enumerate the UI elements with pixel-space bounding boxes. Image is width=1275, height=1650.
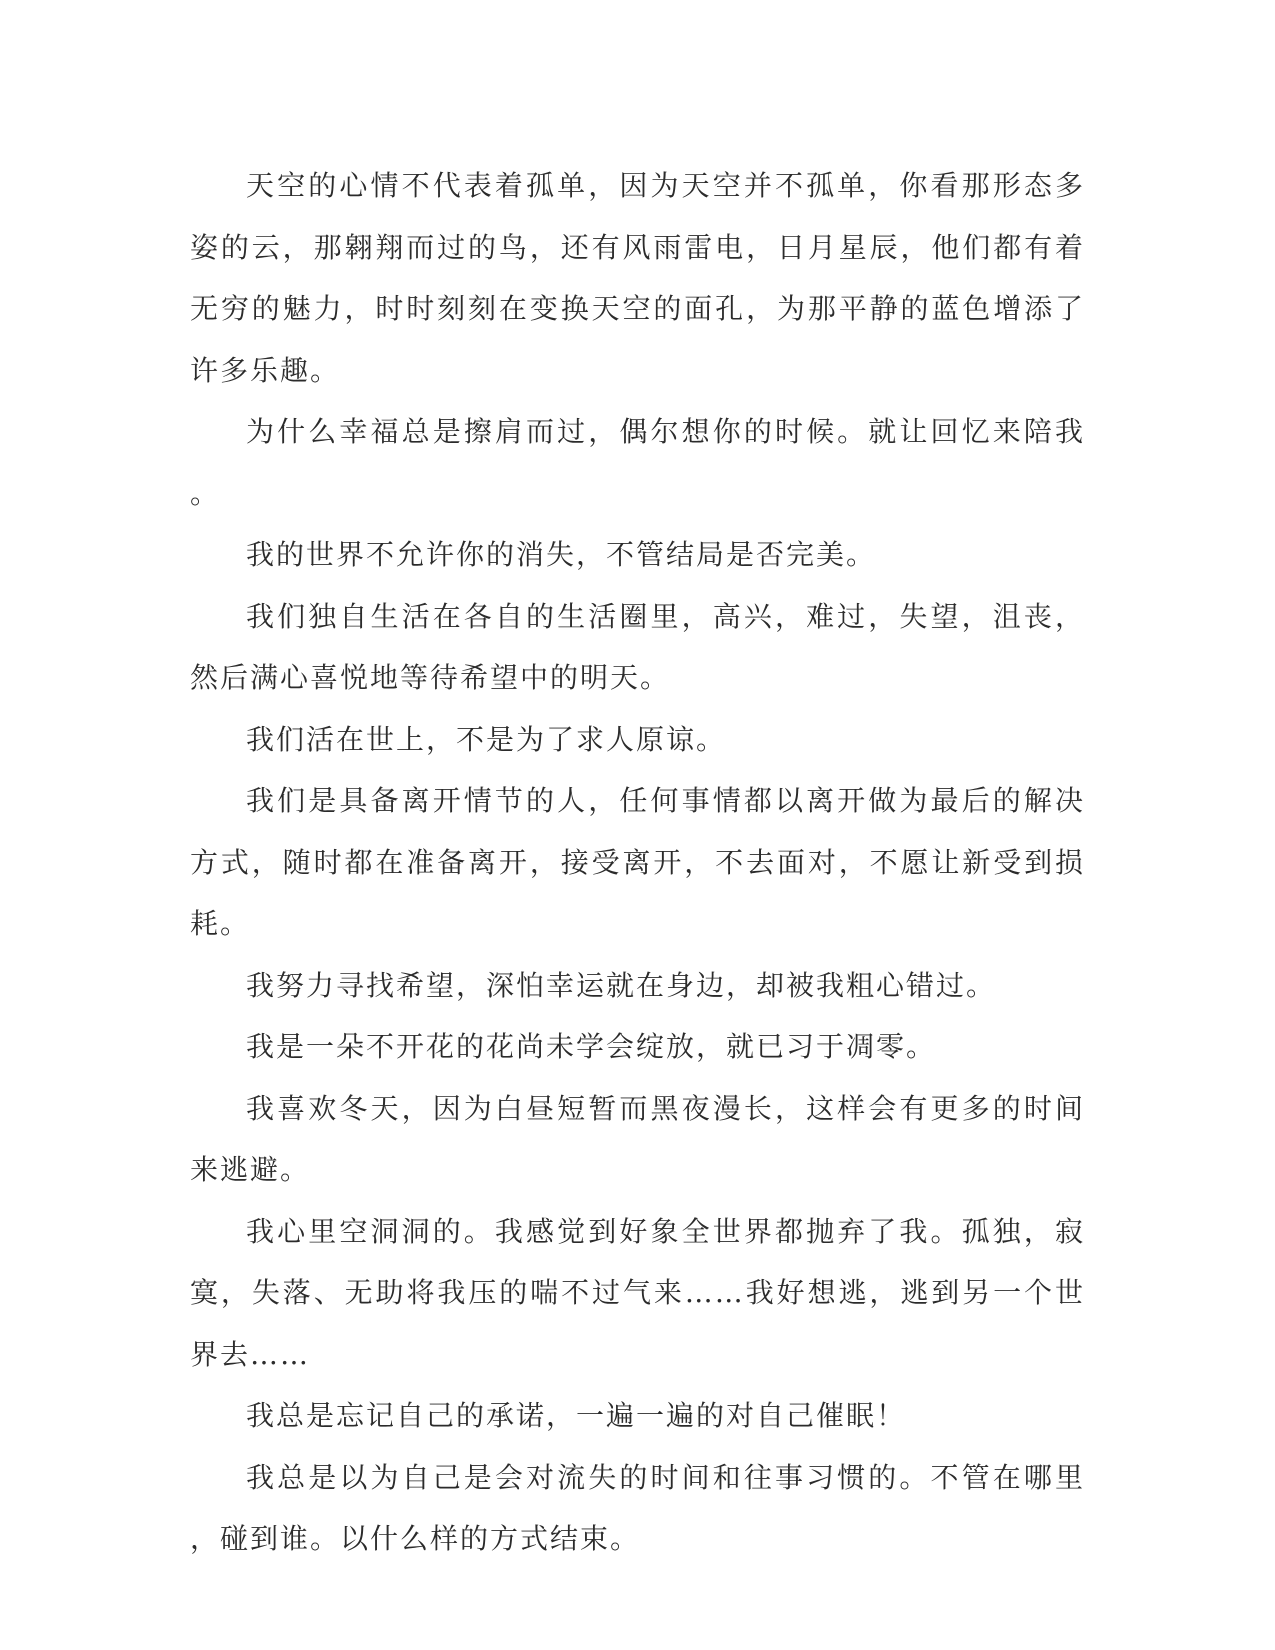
paragraph: 我们独自生活在各自的生活圈里，高兴，难过，失望，沮丧，然后满心喜悦地等待希望中的明天。: [190, 599, 1085, 694]
paragraph: 我总是忘记自己的承诺，一遍一遍的对自己催眠！: [246, 1399, 907, 1432]
document-body: [190, 155, 1085, 1570]
paragraph: 我总是以为自己是会对流失的时间和往事习惯的。不管在哪里，碰到谁。以什么样的方式结束。: [190, 1460, 1085, 1555]
paragraph: 我的世界不允许你的消失，不管结局是否完美。: [246, 538, 877, 571]
paragraph: 我们活在世上，不是为了求人原谅。: [246, 722, 727, 756]
paragraph: 我们是具备离开情节的人，任何事情都以离开做为最后的解决方式，随时都在准备离开，接受离开，不去面对，不愿让新受到损耗。: [190, 784, 1085, 940]
paragraph: 我喜欢冬天，因为白昼短暂而黑夜漫长，这样会有更多的时间来逃避。: [190, 1091, 1085, 1186]
paragraph: 我努力寻找希望，深怕幸运就在身边，却被我粗心错过。: [246, 968, 997, 1002]
paragraph: 为什么幸福总是擦肩而过，偶尔想你的时候。就让回忆来陪我。: [190, 415, 1085, 510]
paragraph: 我是一朵不开花的花尚未学会绽放，就已习于凋零。: [246, 1030, 937, 1063]
paragraph: 我心里空洞洞的。我感觉到好象全世界都抛弃了我。孤独，寂寞，失落、无助将我压的喘不过气来……我好想逃，逃到另一个世界去……: [190, 1214, 1085, 1371]
paragraph: 天空的心情不代表着孤单，因为天空并不孤单，你看那形态多姿的云，那翱翔而过的鸟，还有风雨雷电，日月星辰，他们都有着无穷的魅力，时时刻刻在变换天空的面孔，为那平静的蓝色增添了许多乐趣。: [190, 169, 1085, 387]
